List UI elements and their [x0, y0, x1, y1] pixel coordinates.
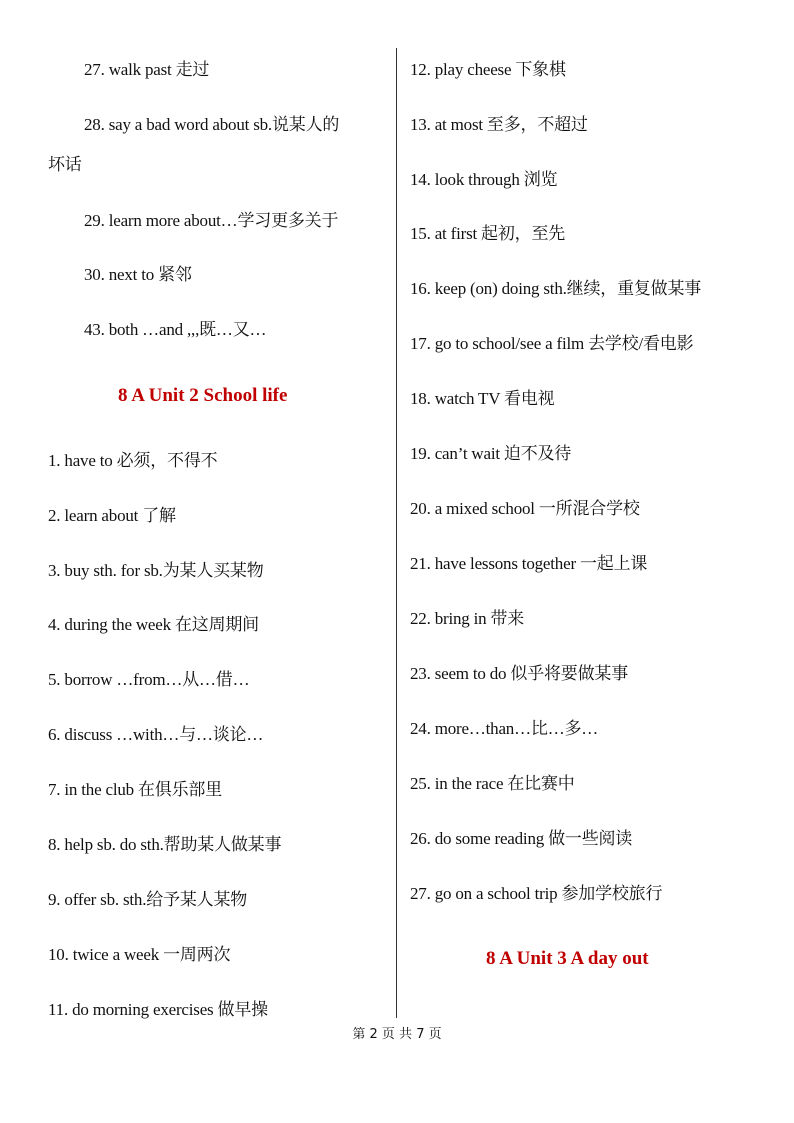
unit2-item: 7. in the club 在俱乐部里: [48, 780, 223, 799]
right-item: 23. seem to do 似乎将要做某事: [410, 664, 629, 683]
left-item: 30. next to 紧邻: [84, 265, 192, 284]
page-footer: 第 2 页 共 7 页: [352, 1027, 442, 1042]
unit2-item: 2. learn about 了解: [48, 506, 176, 525]
unit2-heading: 8 A Unit 2 School life: [118, 385, 288, 406]
unit2-item: 9. offer sb. sth.给予某人某物: [48, 890, 248, 909]
unit2-item: 10. twice a week 一周两次: [48, 945, 231, 964]
right-item: 12. play cheese 下象棋: [410, 60, 566, 79]
right-item: 20. a mixed school 一所混合学校: [410, 499, 640, 518]
left-item: 27. walk past 走过: [84, 60, 210, 79]
right-item: 17. go to school/see a film 去学校/看电影: [410, 334, 694, 353]
unit2-item: 3. buy sth. for sb.为某人买某物: [48, 561, 264, 580]
unit2-item: 4. during the week 在这周期间: [48, 615, 259, 634]
right-item: 13. at most 至多，不超过: [410, 115, 588, 134]
right-item: 26. do some reading 做一些阅读: [410, 829, 633, 848]
right-item: 22. bring in 带来: [410, 609, 525, 628]
unit2-item: 5. borrow …from…从…借…: [48, 670, 250, 689]
left-item: 28. say a bad word about sb.说某人的: [84, 115, 340, 134]
right-item: 15. at first 起初，至先: [410, 224, 566, 243]
unit2-item: 6. discuss …with…与…谈论…: [48, 725, 264, 744]
left-item: 43. both …and ,,,既…又…: [84, 320, 267, 339]
unit2-item: 1. have to 必须，不得不: [48, 451, 218, 470]
unit3-heading: 8 A Unit 3 A day out: [486, 948, 649, 969]
unit2-item: 11. do morning exercises 做早操: [48, 1000, 268, 1019]
right-item: 16. keep (on) doing sth.继续，重复做某事: [410, 279, 702, 298]
right-item: 18. watch TV 看电视: [410, 389, 555, 408]
right-item: 25. in the race 在比赛中: [410, 774, 575, 793]
right-item: 24. more…than…比…多…: [410, 719, 599, 738]
left-item-continuation: 坏话: [48, 155, 82, 174]
left-item: 29. learn more about…学习更多关于: [84, 211, 339, 230]
right-item: 14. look through 浏览: [410, 170, 558, 189]
column-divider: [396, 48, 397, 1018]
right-item: 19. can’t wait 迫不及待: [410, 444, 572, 463]
unit2-item: 8. help sb. do sth.帮助某人做某事: [48, 835, 282, 854]
right-item: 27. go on a school trip 参加学校旅行: [410, 884, 663, 903]
right-item: 21. have lessons together 一起上课: [410, 554, 648, 573]
